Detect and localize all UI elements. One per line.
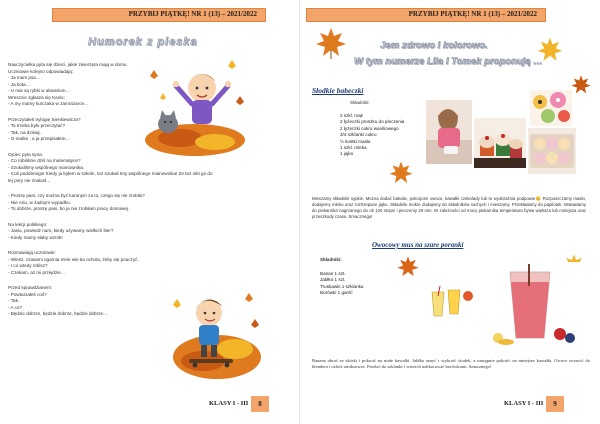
ingredient-item: ½ kostki masła bbox=[340, 138, 371, 144]
joke-line: - Czekam, aż mi przejdzie… bbox=[8, 269, 66, 275]
recipe2-ingredients-list bbox=[320, 271, 363, 297]
joke-line: - Ja mam psa… bbox=[8, 75, 41, 80]
maple-leaf-icon bbox=[388, 160, 414, 186]
page-footer bbox=[504, 396, 574, 412]
joke-line: Wreszcie zgłasza się Kazio: bbox=[8, 94, 65, 100]
joke-line: - A my mamy kurczaka w zamrażarce… bbox=[8, 101, 89, 106]
joke-line: - To trzeba było przeczytać? bbox=[8, 123, 66, 128]
joke-line: - Coś podobnego! Kiedy ja byłem w szkole, też szukali tmy wspólnego mianownika! Ze też nikt go do bbox=[8, 171, 213, 176]
page-number: 8 bbox=[251, 396, 269, 412]
recipe1-ingredients-label: Składniki: bbox=[350, 100, 370, 105]
ingredient-item: 1 jajko bbox=[340, 151, 354, 157]
joke-line: Na lekcji polskiego: bbox=[8, 221, 48, 227]
juice-glasses-illustration bbox=[428, 286, 474, 318]
page-footer bbox=[205, 396, 275, 412]
joke-line: - Ja kota… bbox=[8, 81, 31, 87]
right-page bbox=[300, 0, 600, 424]
decorated-cupcakes-photo bbox=[530, 90, 572, 126]
joke-line: - O matko , a ja przepisałem… bbox=[8, 136, 71, 141]
kid-skateboard-illustration bbox=[165, 285, 265, 390]
joke-line: Ojciec pyta syna: bbox=[8, 151, 43, 157]
joke-line: - Co robiliście dziś na matematyce? bbox=[8, 158, 81, 163]
footer-label: KLASY I - III bbox=[504, 400, 544, 407]
maple-leaf-icon bbox=[314, 26, 348, 60]
maple-leaf-icon bbox=[570, 74, 592, 96]
joke-line: tej pory nie znalazł… bbox=[8, 177, 51, 183]
joke-line: - Szukaliśmy wspólnego mianownika. bbox=[8, 164, 85, 170]
joke-line: - Tak, na dzisiaj. bbox=[8, 129, 41, 135]
ingredient-item: Borówki 1 garść bbox=[320, 290, 353, 296]
page-header-bar bbox=[306, 8, 546, 22]
page-title: Humorek z pieska bbox=[88, 36, 198, 48]
joke-line: Przed sprawdzianem: bbox=[8, 285, 53, 290]
section-title-line1: Jem zdrowo i kolorowo. bbox=[380, 40, 488, 51]
maple-leaf-icon bbox=[396, 255, 420, 279]
recipe1-method: Mieszamy składniki sypkie. Można dodać bakalie, pokrojone owoce, kawałki czekolady lub to wyobraźnia podpowie😊 Rozpuszczamy masło, dodajemy mleko oraz roztrzepane jajko. Składniki mokre dodajemy do składników suchych i mieszamy. Przekładamy do papilotek. Wstawiamy do piekarnika nagrzanego do ok 120 stopni i pieczemy 20 min. W zależności od mocy piekarnika temperatura bywa większa lub mniejsza oraz przeszkody czasu. Smacznego! bbox=[312, 196, 586, 220]
recipe2-title: Owocowy mus na szare poranki bbox=[372, 241, 464, 249]
joke-line: - Wiesz, czasami ogarnia mnie wie ka ochota, żeby się pouczyć. bbox=[8, 256, 139, 262]
page-header-text: PRZYBIJ PIĄTKĘ! NR 1 (13) – 2021/2022 bbox=[128, 10, 257, 18]
section-title-line2: W tym numerze Lila i Tomek proponują … bbox=[354, 56, 543, 67]
ingredient-item: Banan 1 szt. bbox=[320, 271, 346, 276]
ingredient-item: 2 szkl. mąk bbox=[340, 113, 363, 118]
page-header-bar bbox=[52, 8, 266, 22]
smoothie-photo bbox=[478, 262, 586, 348]
joke-block bbox=[8, 193, 208, 213]
recipe1-title: Słodkie babeczki bbox=[312, 86, 364, 95]
joke-block bbox=[8, 222, 208, 242]
ingredient-item: Truskawki 1 szklanka bbox=[320, 283, 364, 289]
joke-line: - Kiedy mamy słaby wzrok! bbox=[8, 234, 63, 240]
joke-line: - Nie Ariu, w żadnym wypadku. bbox=[8, 199, 71, 205]
joke-block bbox=[8, 250, 208, 276]
joke-line: - Będzie dobrze, będzie dobrze, będzie dobrze… bbox=[8, 311, 108, 316]
joke-line: - Proszę pani, czy można być karanym za to, czego się nie zrobiło? bbox=[8, 193, 145, 198]
joke-line: Uczniowie kolejno odpowiadają: bbox=[8, 68, 74, 74]
joke-line: - To dobrze, proszę pani, bo ja nie zrobiłam pracy domowej. bbox=[8, 206, 130, 211]
joke-line: - Tak. bbox=[8, 298, 20, 303]
joke-line: - A co? bbox=[8, 304, 23, 310]
cupcakes-photo bbox=[474, 118, 526, 168]
ingredient-item: 2 łyżeczki cukru waniliowego bbox=[340, 125, 399, 131]
joke-line: - Jasiu, powiedz nam, kiedy używamy wielkich liter? bbox=[8, 228, 114, 233]
ingredient-item: 1 szkl. mleka bbox=[340, 145, 367, 151]
joke-line: Przeczytałeś trylogię Sienkiewicza? bbox=[8, 116, 81, 122]
recipe1-ingredients-list bbox=[340, 113, 404, 158]
girl-baking-photo bbox=[426, 100, 472, 164]
ingredient-item: 3/4 szklanki cukru bbox=[340, 132, 377, 138]
kid-in-leaves-illustration bbox=[140, 58, 245, 158]
ingredient-item: Jabłko 1 szt. bbox=[320, 277, 346, 283]
joke-line: Nauczycielka pyta się dzieci, jakie zwierzęta mają w domu. bbox=[8, 62, 128, 67]
joke-line: - Powtarzałeś coś? bbox=[8, 291, 47, 297]
joke-line: - U nas są rybki w akwarium… bbox=[8, 88, 71, 93]
recipe2-ingredients-label: Składniki: bbox=[320, 257, 342, 262]
ingredient-item: 2 łyżeczki proszku do pieczenia bbox=[340, 119, 405, 125]
cupcake-tray-photo bbox=[528, 128, 576, 174]
joke-line: - I co wtedy robisz? bbox=[8, 263, 48, 268]
recipe2-method: Banana obrać ze skórki i pokroić na małe kawałki. Jabłko umyć i wykroić środek, a następnie pokroić na mniejsze kawałki. Owoce wrzucić do blendera i całość zmiksować. Przelać do szklanki i wierzch udekorować borówkami. Smacznego! bbox=[312, 358, 590, 370]
page-number: 9 bbox=[546, 396, 564, 412]
footer-label: KLASY I - III bbox=[209, 400, 249, 407]
joke-line: Rozmawiają uczniowie: bbox=[8, 250, 56, 255]
page-header-text: PRZYBIJ PIĄTKĘ! NR 1 (13) – 2021/2022 bbox=[408, 10, 537, 18]
